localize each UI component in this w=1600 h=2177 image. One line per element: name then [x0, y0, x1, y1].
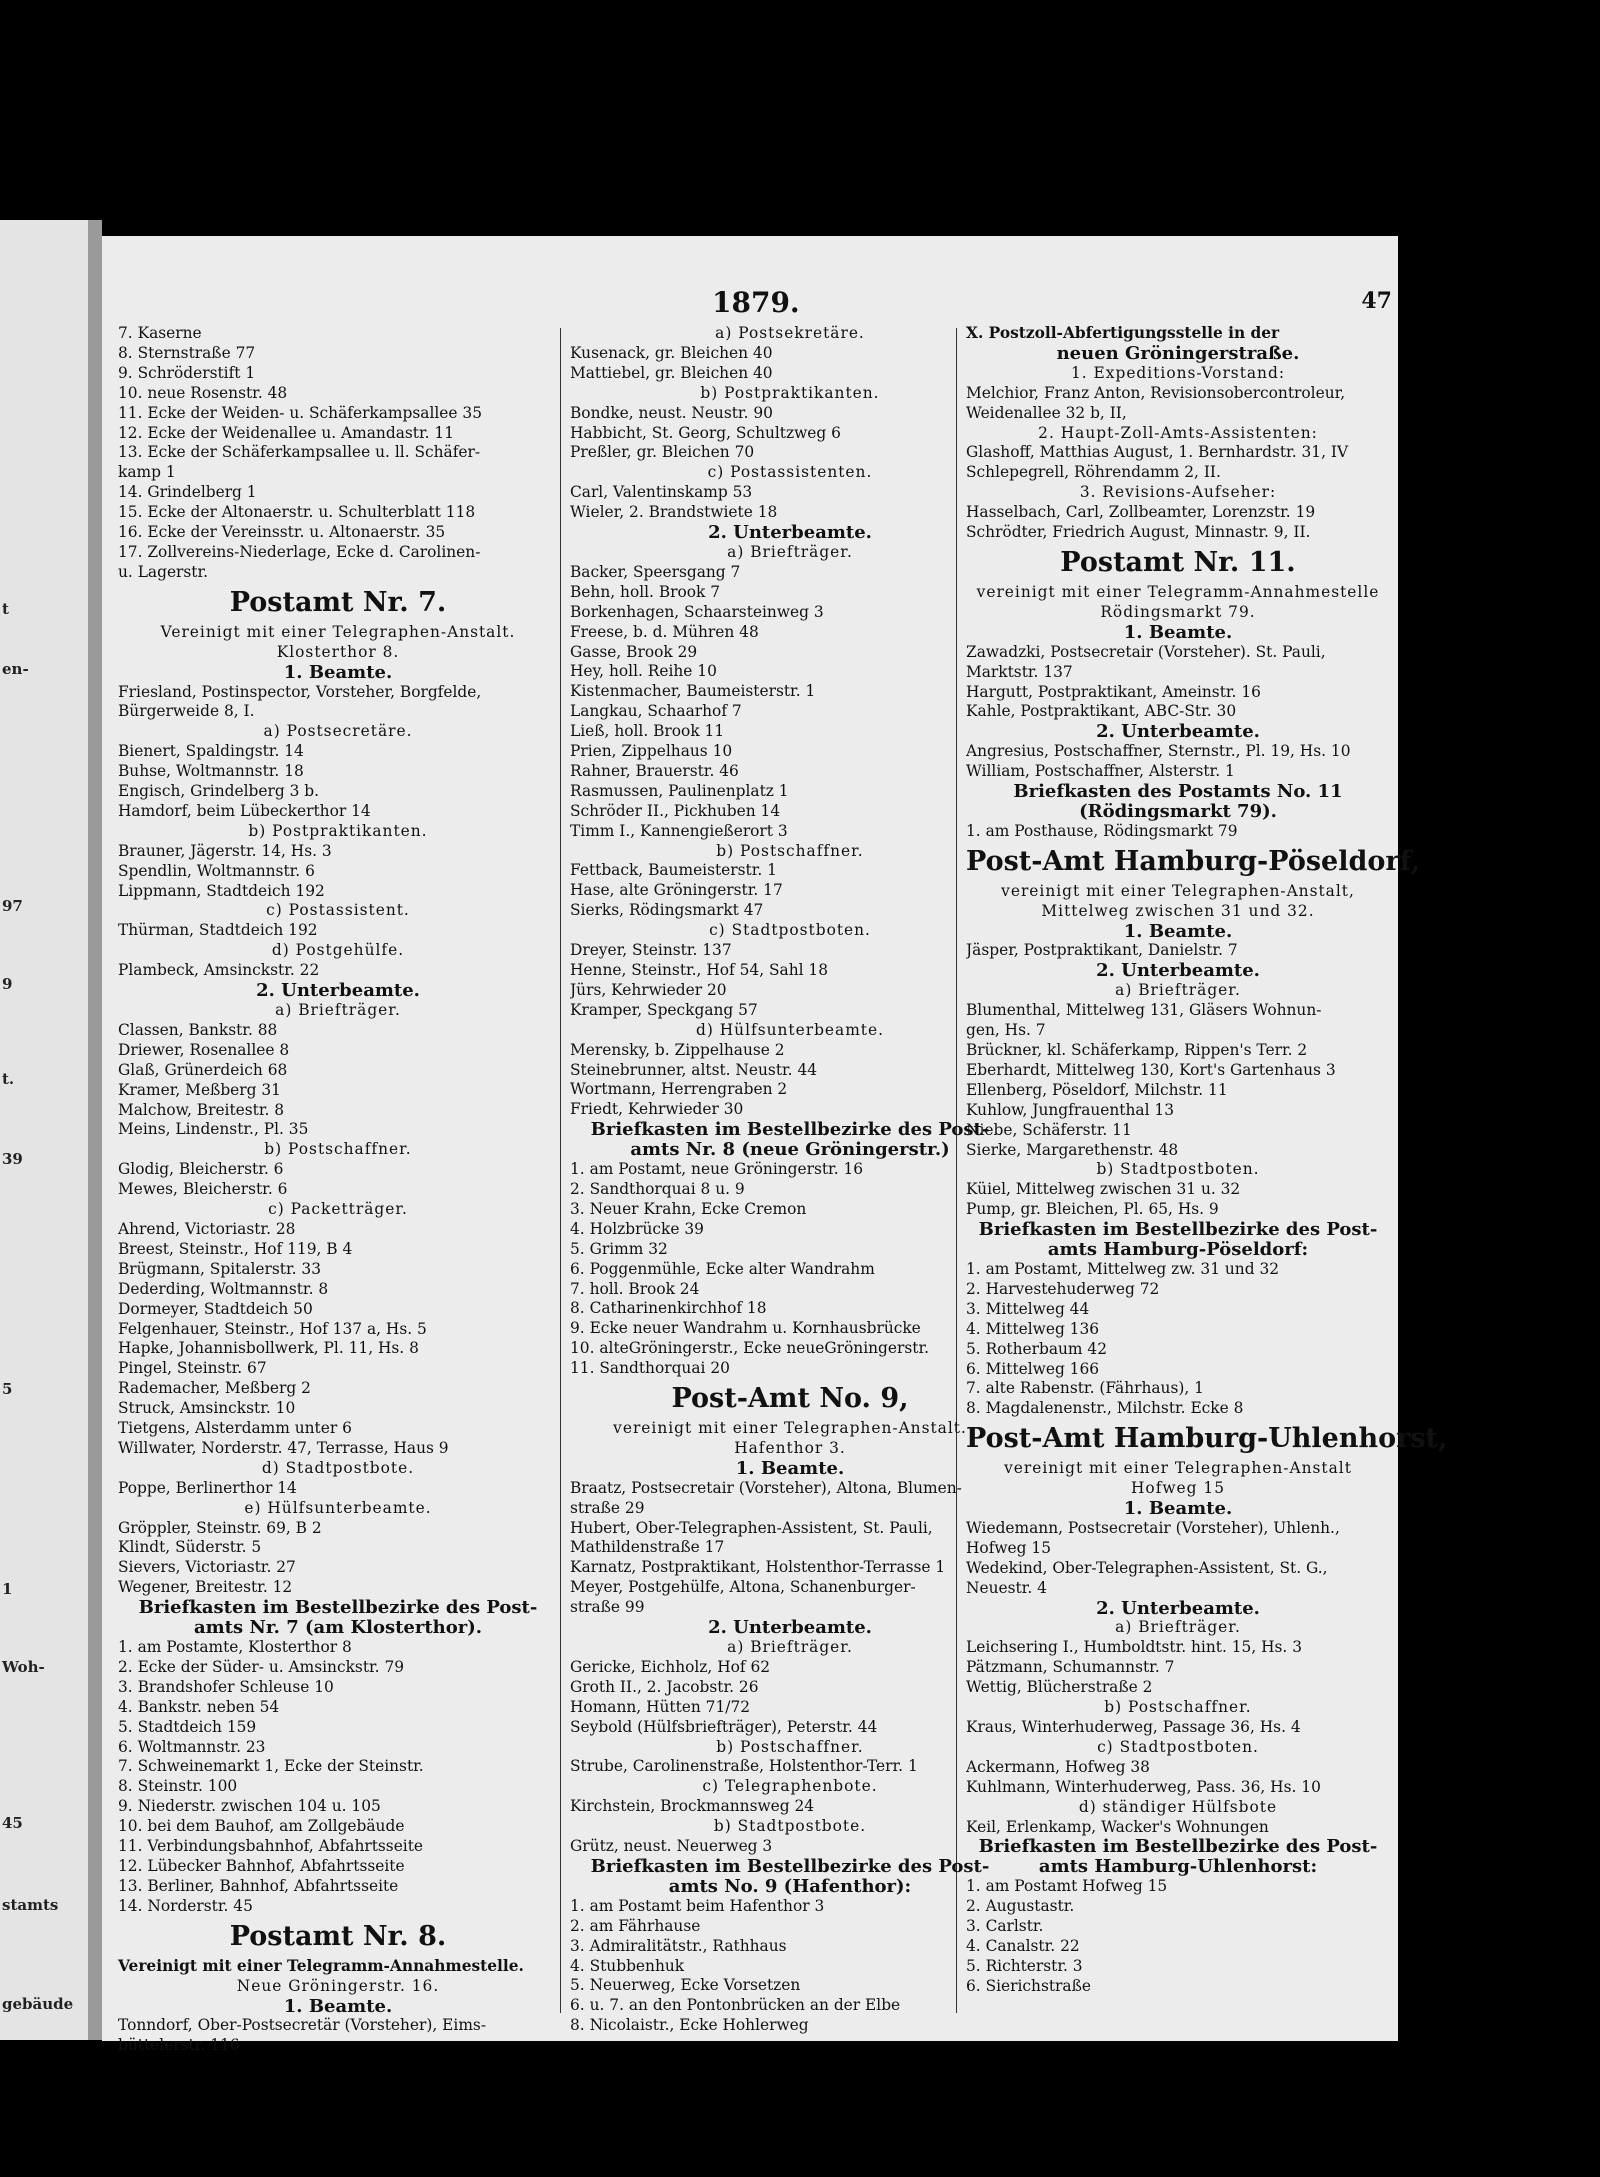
office-title: Postamt Nr. 11.: [1060, 546, 1296, 578]
subsection-heading: vereinigt mit einer Telegraphen-Anstalt.: [613, 1419, 967, 1438]
entry-line: 12. Ecke der Weidenallee u. Amandastr. 11: [118, 423, 454, 442]
entry-line: 9. Schröderstift 1: [118, 363, 256, 382]
entry-line: Wedekind, Ober-Telegraphen-Assistent, St. G.,: [966, 1558, 1328, 1577]
section-heading: 2. Unterbeamte.: [708, 1617, 872, 1639]
subsection-heading: 2. Haupt-Zoll-Amts-Assistenten:: [1038, 423, 1318, 442]
entry-line: Hargutt, Postpraktikant, Ameinstr. 16: [966, 682, 1261, 701]
section-heading: Briefkasten im Bestellbezirke des Post-: [590, 1119, 990, 1141]
entry-line: Neuestr. 4: [966, 1578, 1047, 1597]
entry-line: Friedt, Kehrwieder 30: [570, 1100, 744, 1119]
subsection-heading: c) Packetträger.: [268, 1200, 408, 1219]
entry-line: Karnatz, Postpraktikant, Holstenthor-Terrasse 1: [570, 1558, 946, 1577]
margin-fragment: 39: [2, 1150, 23, 1168]
entry-line: Felgenhauer, Steinstr., Hof 137 a, Hs. 5: [118, 1319, 427, 1338]
entry-line: 8. Steinstr. 100: [118, 1777, 238, 1796]
entry-line: 10. alteGröningerstr., Ecke neueGröningerstr.: [570, 1339, 930, 1358]
entry-line: 4. Mittelweg 136: [966, 1319, 1100, 1338]
entry-line: Tietgens, Alsterdamm unter 6: [118, 1419, 352, 1438]
entry-line: 14. Norderstr. 45: [118, 1896, 253, 1915]
entry-line: 1. am Postamte, Klosterthor 8: [118, 1638, 352, 1656]
section-heading: 2. Unterbeamte.: [1096, 960, 1260, 982]
subsection-heading: b) Postpraktikanten.: [248, 821, 428, 840]
entry-line: 14. Grindelberg 1: [118, 483, 257, 502]
entry-line: Driewer, Rosenallee 8: [118, 1040, 290, 1059]
entry-line: Dreyer, Steinstr. 137: [570, 941, 732, 960]
subsection-heading: a) Postsecretäre.: [263, 722, 413, 741]
entry-line: 10. neue Rosenstr. 48: [118, 383, 288, 402]
subsection-heading: a) Briefträger.: [727, 542, 853, 561]
entry-line: Borkenhagen, Schaarsteinweg 3: [570, 602, 824, 621]
entry-line: 2. Ecke der Süder- u. Amsinckstr. 79: [118, 1657, 405, 1676]
entry-line: 1. am Postamt, Mittelweg zw. 31 und 32: [966, 1259, 1280, 1278]
entry-line: Poppe, Berlinerthor 14: [118, 1478, 297, 1497]
margin-fragment: en-: [2, 660, 29, 678]
entry-line: 4. Canalstr. 22: [966, 1936, 1080, 1955]
entry-line: Henne, Steinstr., Hof 54, Sahl 18: [570, 961, 829, 979]
margin-fragment: t.: [2, 1070, 15, 1088]
entry-line: Schröder II., Pickhuben 14: [570, 801, 781, 820]
entry-line: 12. Lübecker Bahnhof, Abfahrtsseite: [118, 1856, 405, 1875]
subsection-heading: vereinigt mit einer Telegraphen-Anstalt,: [1001, 881, 1355, 900]
entry-line: Glaß, Grünerdeich 68: [118, 1060, 288, 1079]
bold-line: Vereinigt mit einer Telegramm-Annahmestelle.: [118, 1956, 524, 1975]
section-heading: (Rödingsmarkt 79).: [1079, 800, 1277, 822]
subsection-heading: b) Stadtpostboten.: [1096, 1160, 1260, 1179]
entry-line: 2. Augustastr.: [966, 1897, 1075, 1916]
entry-line: Kramer, Meßberg 31: [118, 1080, 281, 1099]
entry-line: 3. Admiralitätstr., Rathhaus: [570, 1936, 787, 1955]
subsection-heading: vereinigt mit einer Telegraphen-Anstalt: [1004, 1459, 1352, 1478]
entry-line: Meins, Lindenstr., Pl. 35: [118, 1120, 309, 1139]
entry-line: Grütz, neust. Neuerweg 3: [570, 1837, 773, 1856]
entry-line: Pingel, Steinstr. 67: [118, 1359, 267, 1378]
entry-line: 3. Neuer Krahn, Ecke Cremon: [570, 1199, 807, 1218]
entry-line: Plambeck, Amsinckstr. 22: [118, 961, 320, 980]
entry-line: Kahle, Postpraktikant, ABC-Str. 30: [966, 702, 1237, 721]
subsection-heading: vereinigt mit einer Telegramm-Annahmestelle: [976, 582, 1380, 601]
entry-line: Kraus, Winterhuderweg, Passage 36, Hs. 4: [966, 1718, 1301, 1736]
entry-line: Wortmann, Herrengraben 2: [570, 1080, 788, 1099]
subsection-heading: d) ständiger Hülfsbote: [1078, 1797, 1278, 1816]
entry-line: Malchow, Breitestr. 8: [118, 1100, 285, 1119]
entry-line: Kistenmacher, Baumeisterstr. 1: [570, 682, 816, 701]
entry-line: Bürgerweide 8, I.: [118, 702, 255, 721]
margin-fragment: 1: [2, 1580, 13, 1598]
entry-line: Schrödter, Friedrich August, Minnastr. 9, II.: [966, 523, 1311, 542]
subsection-heading: d) Postgehülfe.: [271, 941, 405, 960]
section-heading: 1. Beamte.: [283, 1995, 393, 2017]
section-heading: amts Nr. 7 (am Klosterthor).: [193, 1617, 483, 1639]
entry-line: 2. Harvestehuderweg 72: [966, 1279, 1160, 1298]
entry-line: Ahrend, Victoriastr. 28: [118, 1219, 296, 1238]
margin-fragment: Woh-: [2, 1658, 45, 1676]
column-left: [118, 324, 558, 2056]
entry-line: Melchior, Franz Anton, Revisionsobercontroleur,: [966, 383, 1346, 402]
entry-line: Classen, Bankstr. 88: [118, 1020, 278, 1039]
margin-fragment: t: [2, 600, 9, 618]
entry-line: Spendlin, Woltmannstr. 6: [118, 861, 315, 880]
entry-line: 1. am Postamt beim Hafenthor 3: [570, 1896, 825, 1915]
entry-line: Sievers, Victoriastr. 27: [118, 1558, 296, 1577]
entry-line: 13. Ecke der Schäferkampsallee u. ll. Schäfer-: [118, 443, 481, 462]
subsection-heading: b) Postschaffner.: [1104, 1698, 1252, 1717]
previous-page-strip: [0, 220, 96, 2040]
subsection-heading: b) Postschaffner.: [716, 841, 864, 860]
entry-line: u. Lagerstr.: [118, 562, 209, 581]
entry-line: 7. Schweinemarkt 1, Ecke der Steinstr.: [118, 1757, 424, 1776]
section-heading: 1. Beamte.: [1123, 621, 1233, 643]
entry-line: Kusenack, gr. Bleichen 40: [570, 343, 773, 362]
subsection-heading: b) Postschaffner.: [264, 1140, 412, 1159]
entry-line: straße 29: [570, 1498, 645, 1517]
entry-line: Eberhardt, Mittelweg 130, Kort's Gartenhaus 3: [966, 1060, 1336, 1079]
section-heading: Briefkasten des Postamts No. 11: [1013, 781, 1343, 803]
entry-line: Thürman, Stadtdeich 192: [118, 921, 318, 940]
entry-line: Gasse, Brook 29: [570, 642, 698, 661]
entry-line: Struck, Amsinckstr. 10: [118, 1399, 296, 1418]
entry-line: Buhse, Woltmannstr. 18: [118, 762, 304, 781]
subsection-heading: b) Postpraktikanten.: [700, 383, 880, 402]
entry-line: Hamdorf, beim Lübeckerthor 14: [118, 801, 371, 820]
entry-line: straße 99: [570, 1598, 645, 1617]
entry-line: 5. Stadtdeich 159: [118, 1717, 257, 1736]
entry-line: 6. Sierichstraße: [966, 1976, 1091, 1995]
entry-line: Wettig, Blücherstraße 2: [966, 1678, 1153, 1697]
entry-line: Braatz, Postsecretair (Vorsteher), Altona, Blumen-: [570, 1478, 962, 1497]
section-heading: Briefkasten im Bestellbezirke des Post-: [138, 1597, 538, 1619]
entry-line: Strube, Carolinenstraße, Holstenthor-Terr. 1: [570, 1757, 918, 1776]
entry-line: Dederding, Woltmannstr. 8: [118, 1279, 329, 1298]
entry-line: 8. Sternstraße 77: [118, 343, 256, 362]
entry-line: gen, Hs. 7: [966, 1021, 1046, 1040]
subsection-heading: Mittelweg zwischen 31 und 32.: [1041, 901, 1315, 920]
entry-line: Sierks, Rödingsmarkt 47: [570, 901, 764, 920]
entry-line: Wiedemann, Postsecretair (Vorsteher), Uhlenh.,: [966, 1518, 1340, 1537]
entry-line: Meyer, Postgehülfe, Altona, Schanenburger-: [570, 1578, 916, 1597]
entry-line: Pump, gr. Bleichen, Pl. 65, Hs. 9: [966, 1200, 1219, 1219]
entry-line: 11. Sandthorquai 20: [570, 1359, 730, 1378]
entry-line: 1. am Posthause, Rödingsmarkt 79: [966, 821, 1238, 840]
entry-line: 3. Brandshofer Schleuse 10: [118, 1677, 334, 1696]
subsection-heading: d) Hülfsunterbeamte.: [696, 1020, 884, 1039]
entry-line: Hofweg 15: [966, 1538, 1051, 1557]
subsection-heading: c) Postassistent.: [266, 901, 410, 920]
entry-line: 8. Magdalenenstr., Milchstr. Ecke 8: [966, 1399, 1244, 1418]
entry-line: Bienert, Spaldingstr. 14: [118, 742, 304, 761]
entry-line: Dormeyer, Stadtdeich 50: [118, 1299, 313, 1318]
entry-line: Willwater, Norderstr. 47, Terrasse, Haus 9: [118, 1438, 449, 1457]
entry-line: Rahner, Brauerstr. 46: [570, 761, 739, 780]
entry-line: 3. Carlstr.: [966, 1917, 1044, 1936]
entry-line: Mathildenstraße 17: [570, 1538, 725, 1557]
entry-line: 1. am Postamt, neue Gröningerstr. 16: [570, 1160, 864, 1179]
section-heading: amts No. 9 (Hafenthor):: [668, 1875, 912, 1897]
entry-line: Glodig, Bleicherstr. 6: [118, 1160, 284, 1179]
column-right: [966, 324, 1448, 1997]
entry-line: Wieler, 2. Brandstwiete 18: [570, 503, 778, 522]
entry-line: Engisch, Grindelberg 3 b.: [118, 782, 319, 801]
margin-fragment: gebäude: [2, 1995, 74, 2013]
entry-line: Homann, Hütten 71/72: [570, 1697, 751, 1716]
entry-line: Hapke, Johannisbollwerk, Pl. 11, Hs. 8: [118, 1339, 419, 1358]
entry-line: 6. Mittelweg 166: [966, 1359, 1100, 1378]
section-heading: 1. Beamte.: [283, 661, 393, 683]
entry-line: Fettback, Baumeisterstr. 1: [570, 861, 777, 880]
entry-line: 1. am Postamt Hofweg 15: [966, 1877, 1168, 1896]
entry-line: 6. Woltmannstr. 23: [118, 1737, 266, 1756]
entry-line: Küiel, Mittelweg zwischen 31 u. 32: [966, 1180, 1241, 1199]
entry-line: Kirchstein, Brockmannsweg 24: [570, 1797, 815, 1816]
entry-line: 9. Niederstr. zwischen 104 u. 105: [118, 1797, 381, 1816]
subsection-heading: Klosterthor 8.: [276, 642, 400, 661]
entry-line: Klindt, Süderstr. 5: [118, 1538, 262, 1557]
entry-line: Hase, alte Gröningerstr. 17: [570, 881, 783, 900]
entry-line: 2. am Fährhause: [570, 1916, 701, 1935]
entry-line: 6. Poggenmühle, Ecke alter Wandrahm: [570, 1259, 875, 1278]
entry-line: 16. Ecke der Vereinsstr. u. Altonaerstr. 35: [118, 523, 446, 542]
entry-line: Sierke, Margarethenstr. 48: [966, 1140, 1179, 1159]
subsection-heading: c) Stadtpostboten.: [709, 921, 871, 940]
entry-line: Rasmussen, Paulinenplatz 1: [570, 781, 789, 800]
entry-line: Bondke, neust. Neustr. 90: [570, 403, 773, 422]
entry-line: Zawadzki, Postsecretair (Vorsteher). St. Pauli,: [966, 642, 1326, 661]
office-title: Post-Amt Hamburg-Pöseldorf,: [966, 845, 1421, 877]
entry-line: Pätzmann, Schumannstr. 7: [966, 1658, 1175, 1677]
entry-line: Schlepegrell, Röhrendamm 2, II.: [966, 463, 1221, 482]
entry-line: 11. Verbindungsbahnhof, Abfahrtsseite: [118, 1837, 424, 1856]
entry-line: Kuhlow, Jungfrauenthal 13: [966, 1100, 1174, 1119]
section-heading: 1. Beamte.: [735, 1457, 845, 1479]
section-heading: 2. Unterbeamte.: [256, 980, 420, 1002]
bold-line: X. Postzoll-Abfertigungsstelle in der: [966, 324, 1280, 342]
page-year-heading: 1879.: [712, 286, 800, 319]
entry-line: 4. Holzbrücke 39: [570, 1219, 704, 1238]
entry-line: Langkau, Schaarhof 7: [570, 702, 742, 721]
subsection-heading: b) Postschaffner.: [716, 1737, 864, 1756]
entry-line: Jürs, Kehrwieder 20: [570, 980, 727, 999]
entry-line: 15. Ecke der Altonaerstr. u. Schulterblatt 118: [118, 503, 476, 522]
entry-line: 5. Grimm 32: [570, 1239, 668, 1258]
entry-line: Angresius, Postschaffner, Sternstr., Pl. 19, Hs. 10: [966, 742, 1351, 761]
entry-line: 17. Zollvereins-Niederlage, Ecke d. Carolinen-: [118, 542, 481, 561]
entry-line: Niebe, Schäferstr. 11: [966, 1120, 1132, 1139]
entry-line: 2. Sandthorquai 8 u. 9: [570, 1179, 745, 1198]
entry-line: Ellenberg, Pöseldorf, Milchstr. 11: [966, 1080, 1228, 1099]
entry-line: Tonndorf, Ober-Postsecretär (Vorsteher), Eims-: [118, 2016, 487, 2035]
entry-line: 8. Nicolaistr., Ecke Hohlerweg: [570, 2016, 809, 2035]
directory-page: [102, 236, 1448, 2055]
subsection-heading: a) Briefträger.: [1115, 1618, 1241, 1637]
entry-line: Behn, holl. Brook 7: [570, 582, 721, 601]
entry-line: Hubert, Ober-Telegraphen-Assistent, St. Pauli,: [570, 1518, 933, 1537]
entry-line: 10. bei dem Bauhof, am Zollgebäude: [118, 1817, 405, 1836]
entry-line: Freese, b. d. Mühren 48: [570, 622, 759, 641]
entry-line: 5. Rotherbaum 42: [966, 1339, 1108, 1358]
entry-line: 4. Bankstr. neben 54: [118, 1697, 280, 1716]
entry-line: Groth II., 2. Jacobstr. 26: [570, 1677, 759, 1696]
entry-line: 9. Ecke neuer Wandrahm u. Kornhausbrücke: [570, 1319, 921, 1338]
entry-line: Breest, Steinstr., Hof 119, B 4: [118, 1239, 353, 1258]
margin-fragment: 45: [2, 1814, 23, 1832]
office-title: Postamt Nr. 8.: [229, 1920, 447, 1952]
entry-line: Brügmann, Spitalerstr. 33: [118, 1259, 321, 1278]
entry-line: 13. Berliner, Bahnhof, Abfahrtsseite: [118, 1876, 399, 1895]
entry-line: Kramper, Speckgang 57: [570, 1000, 758, 1019]
subsection-heading: 3. Revisions-Aufseher:: [1079, 483, 1277, 502]
entry-line: 11. Ecke der Weiden- u. Schäferkampsallee 35: [118, 403, 482, 422]
entry-line: Brückner, kl. Schäferkamp, Rippen's Terr. 2: [966, 1041, 1308, 1059]
section-heading: 2. Unterbeamte.: [1096, 1597, 1260, 1619]
entry-line: Keil, Erlenkamp, Wacker's Wohnungen: [966, 1817, 1269, 1836]
entry-line: Glashoff, Matthias August, 1. Bernhardstr. 31, IV: [966, 443, 1349, 462]
entry-line: kamp 1: [118, 463, 176, 482]
entry-line: 4. Stubbenhuk: [570, 1956, 685, 1975]
margin-fragment: 5: [2, 1380, 13, 1398]
entry-line: 8. Catharinenkirchhof 18: [570, 1299, 767, 1318]
subsection-heading: c) Stadtpostboten.: [1097, 1737, 1259, 1756]
entry-line: Marktstr. 137: [966, 662, 1073, 681]
column-divider: [560, 328, 561, 2013]
entry-line: Prien, Zippelhaus 10: [570, 742, 733, 761]
margin-fragment: 97: [2, 897, 23, 915]
office-title: Post-Amt No. 9,: [671, 1383, 909, 1415]
entry-line: Jäsper, Postpraktikant, Danielstr. 7: [966, 941, 1238, 960]
entry-line: 3. Mittelweg 44: [966, 1299, 1090, 1318]
subsection-heading: c) Postassistenten.: [707, 463, 873, 482]
entry-line: Mewes, Bleicherstr. 6: [118, 1180, 288, 1199]
entry-line: Mattiebel, gr. Bleichen 40: [570, 363, 773, 382]
section-heading: Briefkasten im Bestellbezirke des Post-: [590, 1855, 990, 1877]
entry-line: Habbicht, St. Georg, Schultzweg 6: [570, 423, 841, 442]
subsection-heading: 1. Expeditions-Vorstand:: [1070, 363, 1286, 382]
section-heading: 2. Unterbeamte.: [1096, 721, 1260, 743]
subsection-heading: Hafenthor 3.: [734, 1438, 846, 1457]
subsection-heading: d) Stadtpostbote.: [261, 1458, 415, 1477]
entry-line: Preßler, gr. Bleichen 70: [570, 443, 755, 462]
subsection-heading: e) Hülfsunterbeamte.: [244, 1498, 432, 1517]
entry-line: Steinebrunner, altst. Neustr. 44: [570, 1060, 818, 1079]
subsection-heading: a) Postsekretäre.: [715, 324, 865, 342]
section-heading: 2. Unterbeamte.: [708, 522, 872, 544]
subsection-heading: Hofweg 15: [1131, 1479, 1225, 1498]
subsection-heading: a) Briefträger.: [1115, 981, 1241, 1000]
subsection-heading: a) Briefträger.: [275, 1001, 401, 1019]
entry-line: Blumenthal, Mittelweg 131, Gläsers Wohnun-: [966, 1001, 1322, 1020]
section-heading: Briefkasten im Bestellbezirke des Post-: [978, 1219, 1378, 1241]
entry-line: Backer, Speersgang 7: [570, 562, 741, 581]
subsection-heading: Vereinigt mit einer Telegraphen-Anstalt.: [160, 622, 516, 641]
book-fold-shadow: [88, 220, 102, 2040]
section-heading: Briefkasten im Bestellbezirke des Post-: [978, 1836, 1378, 1858]
entry-line: Seybold (Hülfsbriefträger), Peterstr. 44: [570, 1717, 878, 1736]
entry-line: Wegener, Breitestr. 12: [118, 1578, 293, 1597]
entry-line: 5. Richterstr. 3: [966, 1956, 1083, 1975]
section-heading: 1. Beamte.: [1123, 1498, 1233, 1520]
entry-line: 6. u. 7. an den Pontonbrücken an der Elbe: [570, 1996, 901, 2015]
subsection-heading: b) Stadtpostbote.: [713, 1817, 867, 1836]
margin-fragment: stamts: [2, 1896, 59, 1914]
entry-line: büttelerstr. 116: [118, 2036, 240, 2055]
entry-line: Kuhlmann, Winterhuderweg, Pass. 36, Hs. 10: [966, 1777, 1321, 1796]
entry-line: Leichsering I., Humboldtstr. hint. 15, Hs. 3: [966, 1638, 1303, 1657]
entry-line: Timm I., Kannengießerort 3: [570, 821, 788, 840]
entry-line: 7. Kaserne: [118, 324, 202, 342]
subsection-heading: Neue Gröningerstr. 16.: [236, 1976, 440, 1995]
entry-line: Carl, Valentinskamp 53: [570, 483, 753, 502]
office-title: Postamt Nr. 7.: [229, 586, 447, 618]
entry-line: Ackermann, Hofweg 38: [966, 1757, 1150, 1776]
entry-line: William, Postschaffner, Alsterstr. 1: [966, 762, 1235, 781]
entry-line: Ließ, holl. Brook 11: [570, 722, 725, 741]
entry-line: Weidenallee 32 b, II,: [966, 403, 1127, 422]
entry-line: Rademacher, Meßberg 2: [118, 1379, 311, 1398]
section-heading: amts Hamburg-Uhlenhorst:: [1038, 1856, 1318, 1878]
entry-line: 7. alte Rabenstr. (Fährhaus), 1: [966, 1379, 1204, 1398]
section-heading: 1. Beamte.: [1123, 920, 1233, 942]
page-number: 47: [1361, 288, 1392, 314]
margin-fragment: 9: [2, 975, 13, 993]
entry-line: 5. Neuerweg, Ecke Vorsetzen: [570, 1976, 801, 1995]
entry-line: Gericke, Eichholz, Hof 62: [570, 1657, 771, 1676]
subsection-heading: Rödingsmarkt 79.: [1100, 602, 1256, 621]
subsection-heading: c) Telegraphenbote.: [702, 1777, 878, 1796]
entry-line: Friesland, Postinspector, Vorsteher, Borgfelde,: [118, 682, 482, 701]
entry-line: Brauner, Jägerstr. 14, Hs. 3: [118, 841, 332, 860]
subsection-heading: a) Briefträger.: [727, 1638, 853, 1656]
section-heading: amts Nr. 8 (neue Gröningerstr.): [630, 1139, 950, 1161]
column-middle: [570, 324, 1010, 2036]
section-heading: neuen Gröningerstraße.: [1056, 342, 1300, 364]
entry-line: Lippmann, Stadtdeich 192: [118, 881, 325, 900]
entry-line: Merensky, b. Zippelhause 2: [570, 1040, 785, 1059]
section-heading: amts Hamburg-Pöseldorf:: [1047, 1239, 1309, 1261]
entry-line: 7. holl. Brook 24: [570, 1279, 700, 1298]
entry-line: Hey, holl. Reihe 10: [570, 662, 717, 681]
entry-line: Gröppler, Steinstr. 69, B 2: [118, 1518, 322, 1537]
entry-line: Hasselbach, Carl, Zollbeamter, Lorenzstr. 19: [966, 503, 1316, 522]
office-title: Post-Amt Hamburg-Uhlenhorst,: [966, 1423, 1448, 1455]
